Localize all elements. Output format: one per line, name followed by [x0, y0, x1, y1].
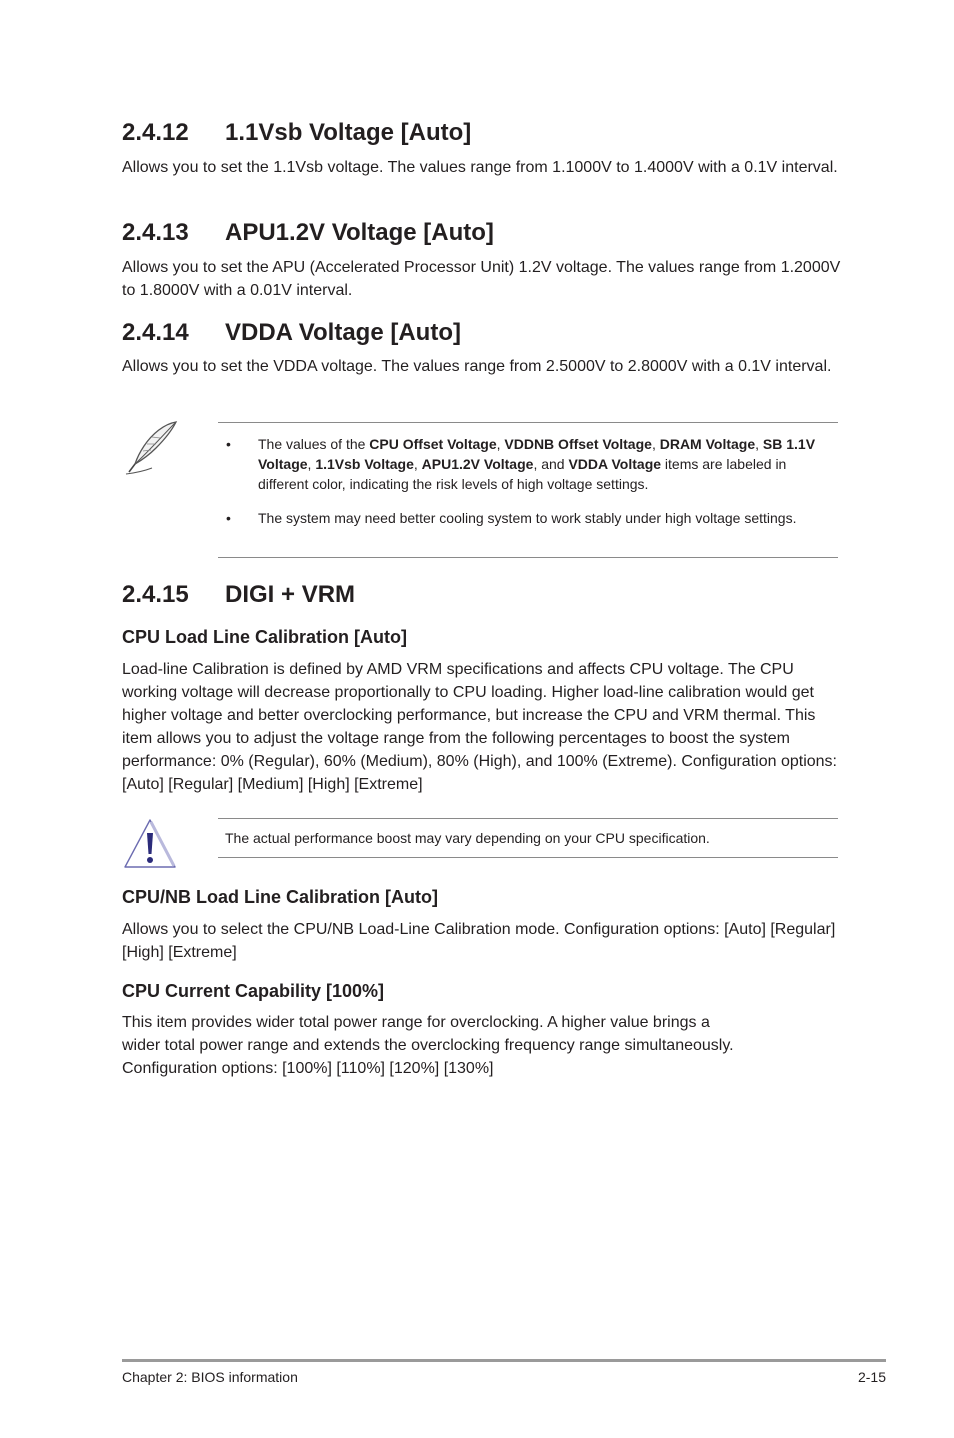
note-text: , — [755, 436, 763, 452]
note-text: , — [307, 456, 316, 472]
note-text: , — [496, 436, 505, 452]
warning-triangle-icon — [122, 817, 178, 871]
note-text: , — [413, 456, 422, 472]
subsection-heading-cpu-llc: CPU Load Line Calibration [Auto] — [122, 627, 407, 647]
note-bold-term: VDDNB Offset Voltage — [504, 436, 652, 452]
section-body-2-4-14: Allows you to set the VDDA voltage. The values range from 2.5000V to 2.8000V with a 0.1V interval. — [122, 358, 832, 375]
note-bold-term: DRAM Voltage — [659, 436, 756, 452]
section-body-2-4-12: Allows you to set the 1.1Vsb voltage. The values range from 1.1000V to 1.4000V with a 0.1V interval. — [122, 159, 838, 176]
note-bold-term: 1.1Vsb Voltage — [315, 456, 414, 472]
section-heading-2-4-12 — [122, 119, 471, 147]
bullet: • — [226, 510, 231, 526]
section-number: 2.4.15 — [122, 581, 189, 608]
section-number: 2.4.14 — [122, 319, 189, 346]
body-line: wider total power range and extends the overclocking frequency range simultaneously. — [122, 1037, 734, 1054]
footer-rule — [122, 1359, 886, 1362]
caution-text: The actual performance boost may vary depending on your CPU specification. — [225, 830, 710, 846]
note-text: , and — [533, 456, 569, 472]
section-heading-2-4-14 — [122, 319, 461, 347]
section-heading-2-4-15 — [122, 581, 355, 609]
section-number: 2.4.12 — [122, 119, 189, 146]
note-bold-term: CPU Offset Voltage — [369, 436, 497, 452]
section-heading-2-4-13 — [122, 219, 494, 247]
note-bold-term: SB 1.1V Voltage — [258, 436, 816, 472]
body-line: Configuration options: [100%] [110%] [120%] [130%] — [122, 1060, 494, 1077]
note-top-rule — [218, 422, 838, 423]
note-text: items are labeled in different color, indicating the risk levels of high voltage settings. — [258, 456, 787, 492]
subsection-heading-cpu-nb-llc: CPU/NB Load Line Calibration [Auto] — [122, 887, 438, 907]
caution-bottom-rule — [218, 857, 838, 858]
note-text: , — [651, 436, 660, 452]
subsection-body-cpu-llc: Load-line Calibration is defined by AMD VRM specifications and affects CPU voltage. The CPU working voltage will decrease proportionally to CPU loading. Higher load-line calibration would get higher voltage and better overclocking performance, but increase the CPU and VRM thermal. This item allows you to adjust the voltage range from the following percentages to boost the system performance: 0% (Regular), 60% (Medium), 80% (High), and 100% (Extreme). Configuration options: [Auto] [Regular] [Medium] [High] [Extreme] — [122, 661, 837, 793]
note-bold-term: APU1.2V Voltage — [421, 456, 534, 472]
subsection-heading-cpu-current-capability: CPU Current Capability [100%] — [122, 981, 385, 1001]
section-title: 1.1Vsb Voltage [Auto] — [225, 119, 472, 146]
note-bold-term: VDDA Voltage — [568, 456, 662, 472]
section-body-2-4-13: Allows you to set the APU (Accelerated Processor Unit) 1.2V voltage. The values range from 1.2000V to 1.8000V with a 0.01V interval. — [122, 259, 841, 299]
note-list — [218, 434, 838, 528]
caution-top-rule — [218, 818, 838, 819]
section-number: 2.4.13 — [122, 219, 189, 246]
note-text: The values of the — [258, 436, 370, 452]
note-item — [218, 508, 838, 528]
note-bottom-rule — [218, 557, 838, 558]
subsection-body-cpu-nb-llc: Allows you to select the CPU/NB Load-Line Calibration mode. Configuration options: [Auto] [Regular] [High] [Extreme] — [122, 921, 836, 961]
section-title: DIGI + VRM — [225, 581, 356, 608]
section-title: VDDA Voltage [Auto] — [225, 319, 461, 346]
note-text: The system may need better cooling system to work stably under high voltage settings. — [258, 510, 797, 526]
body-line: This item provides wider total power range for overclocking. A higher value brings a — [122, 1014, 710, 1031]
section-title: APU1.2V Voltage [Auto] — [225, 219, 494, 246]
footer-page-number: 2-15 — [857, 1369, 886, 1385]
pen-note-icon — [120, 418, 182, 478]
note-item — [218, 434, 838, 494]
subsection-body-cpu-current-capability — [122, 1011, 842, 1080]
bullet: • — [226, 436, 231, 452]
footer-chapter: Chapter 2: BIOS information — [122, 1369, 298, 1385]
